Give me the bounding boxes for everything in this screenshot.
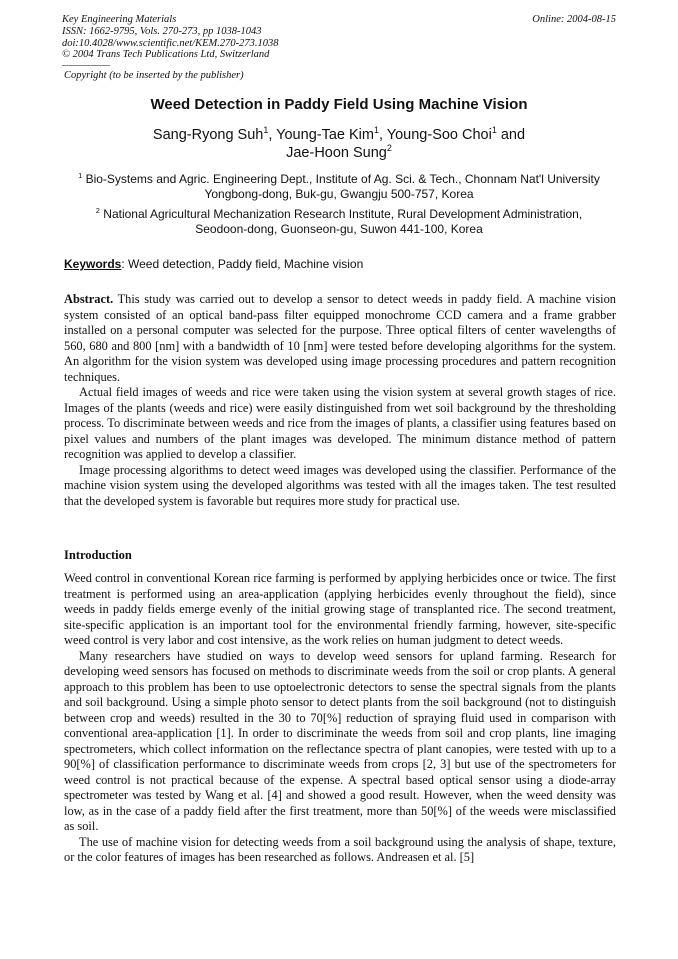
issn-line: ISSN: 1662-9795, Vols. 270-273, pp 1038-1043 bbox=[62, 25, 262, 37]
abstract-label: Abstract. bbox=[64, 292, 114, 306]
affiliation-mark: 1 bbox=[78, 171, 83, 180]
author-name: Sang-Ryong Suh bbox=[152, 127, 264, 143]
abstract-paragraph: Actual field images of weeds and rice were taken using the vision system at several growth stages of rice. Images of the plants (weeds and rice) were easily distinguished from wet soil background by the thresholding process. To discriminate between weeds and rice from the images of plants, a classifier using features based on pixel values and numbers of the plant images was developed. The minimum distance method of pattern recognition was applied to develop a classifier. bbox=[64, 385, 616, 461]
affiliation-line: Bio-Systems and Agric. Engineering Dept., Institute of Ag. Sci. & Tech., Chonnam Nat'l University bbox=[82, 172, 600, 186]
keywords bbox=[64, 257, 363, 271]
introduction-paragraph: The use of machine vision for detecting weeds from a soil background using the analysis of shape, texture, or the color features of images has been researched as follows. Andreasen et al. [5] bbox=[64, 834, 616, 864]
author-conjunction: and bbox=[496, 127, 526, 143]
affiliation-1 bbox=[62, 172, 616, 202]
author-name: , Young-Soo Choi bbox=[378, 127, 492, 143]
abstract-paragraph: Image processing algorithms to detect weed images was developed using the classifier. Performance of the machine vision system using the developed algorithms was tested with all the images taken. The test resulted that the developed system is favorable but requires more study for practical use. bbox=[64, 462, 616, 508]
author-affil-mark: 2 bbox=[386, 143, 392, 154]
keywords-label: Keywords bbox=[64, 257, 122, 271]
introduction bbox=[64, 571, 616, 866]
publisher-note: Copyright (to be inserted by the publisher) bbox=[64, 70, 244, 81]
author-name: , Young-Tae Kim bbox=[268, 127, 374, 143]
online-date: Online: 2004-08-15 bbox=[532, 14, 616, 25]
author-list bbox=[60, 126, 618, 162]
affiliation-2 bbox=[62, 207, 616, 237]
paper-title: Weed Detection in Paddy Field Using Machine Vision bbox=[150, 96, 528, 113]
abstract bbox=[64, 292, 616, 509]
author-affil-mark: 1 bbox=[263, 125, 269, 136]
copyright-line: © 2004 Trans Tech Publications Ltd, Switzerland bbox=[62, 49, 270, 61]
affiliation-line: Seodoon-dong, Guonseon-gu, Suwon 441-100, Korea bbox=[195, 222, 483, 236]
affiliation-mark: 2 bbox=[95, 206, 100, 215]
introduction-paragraph: Weed control in conventional Korean rice farming is performed by applying herbicides once or twice. The first treatment is performed using an area-application (applying herbicides evenly throughout the field), since weeds in paddy fields emerge evenly of the initial growing stage of transplanted rice. The second treatment, site-specific application is an important tool for the environmental friendly farming, however, site-specific weed control is very labor and cost intensive, as the work relies on human judgment to detect weeds. bbox=[64, 571, 616, 647]
introduction-heading: Introduction bbox=[64, 548, 132, 562]
affiliation-line: Yongbong-dong, Buk-gu, Gwangju 500-757, Korea bbox=[204, 187, 474, 201]
journal-header bbox=[62, 14, 616, 61]
abstract-text: This study was carried out to develop a sensor to detect weeds in paddy field. A machine vision system consisted of an optical band-pass filter equipped monochrome CCD camera and a frame grabber installed on a personal computer was selected for the purpose. Three optical filters of center wavelengths of 560, 680 and 800 [nm] with a bandwidth of 10 [nm] were tested before developing algorithms for the system. An algorithm for the vision system was developed using image processing procedures and pattern recognition techniques. bbox=[64, 292, 616, 384]
author-name: Jae-Hoon Sung bbox=[286, 145, 387, 161]
keywords-text: : Weed detection, Paddy field, Machine vision bbox=[121, 257, 364, 271]
author-affil-mark: 1 bbox=[491, 125, 497, 136]
journal-name: Key Engineering Materials bbox=[62, 14, 177, 25]
abstract-paragraph bbox=[64, 292, 616, 385]
introduction-paragraph: Many researchers have studied on ways to develop weed sensors for upland farming. Research for developing weed sensors has focused on methods to discriminate weeds from the soil or crop plants. A general approach to this problem has been to use optoelectronic detectors to sense the spectral signals from the plants and soil background. Using a simple photo sensor to detect plants from the soil background (not to distinguish between crop and weeds) resulted in the 30 to 70[%] reduction of spraying fluid used in comparison with conventional area-application [1]. In order to discriminate the weeds from soil and crop plants, line imaging spectrometers, which collect information on the reflectance spectra of plant canopies, were tested with up to a 90[%] of classification performance to discriminate weeds from crops [2, 3] but use of the spectrometers for weed control is not practical because of the expense. A spectral based optical sensor using a diode-array spectrometer was tested by Wang et al. [4] and showed a good result. However, when the weed density was low, as in the case of a paddy field after the first treatment, more than 50[%] of the weeds were misclassified as soil. bbox=[64, 648, 616, 833]
author-affil-mark: 1 bbox=[373, 125, 379, 136]
header-divider bbox=[62, 65, 110, 66]
doi-line: doi:10.4028/www.scientific.net/KEM.270-273.1038 bbox=[62, 37, 279, 49]
affiliation-line: National Agricultural Mechanization Research Institute, Rural Development Administration, bbox=[99, 207, 583, 221]
